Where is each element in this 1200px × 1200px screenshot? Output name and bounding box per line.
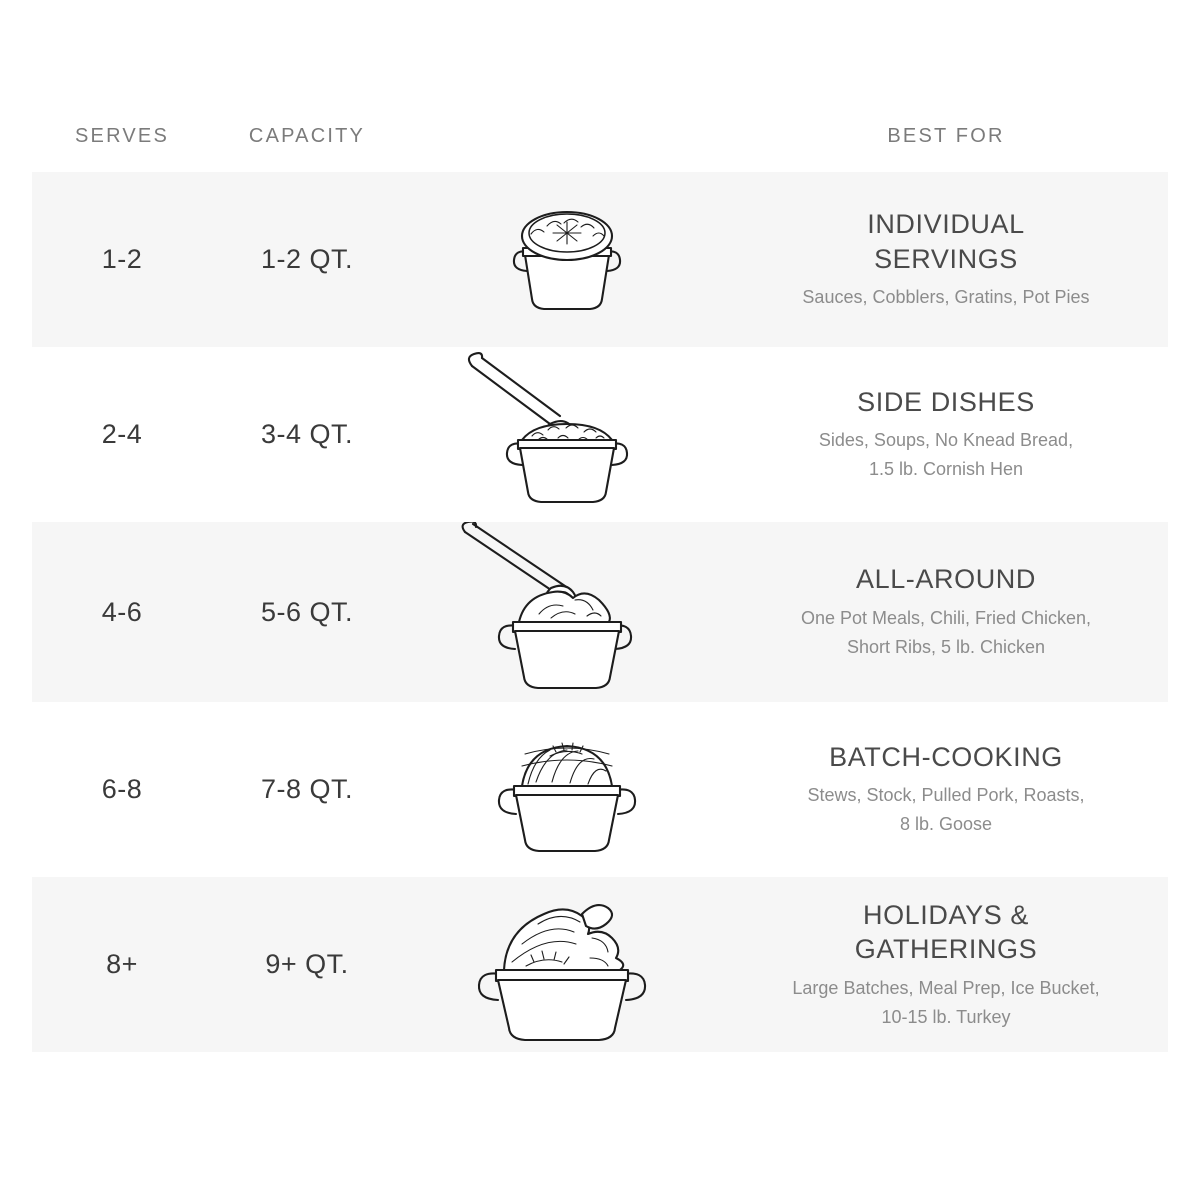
best-for-subtitle (732, 426, 1160, 484)
cell-capacity (212, 774, 402, 805)
best-for-title-line1: INDIVIDUAL (867, 209, 1025, 240)
small-pot-with-pot-pie-icon (467, 192, 667, 327)
capacity-value: 5-6 QT. (260, 596, 354, 627)
pot-with-roast-icon (452, 712, 682, 867)
capacity-value: 1-2 QT. (260, 244, 354, 274)
cell-illustration (402, 522, 732, 702)
cell-best-for (732, 562, 1168, 661)
cell-capacity (212, 419, 402, 450)
header-label-serves: SERVES (75, 124, 169, 147)
best-for-title-line1: ALL-AROUND (855, 564, 1037, 595)
cell-best-for (732, 898, 1168, 1032)
cell-capacity (212, 949, 402, 980)
capacity-value: 7-8 QT. (260, 774, 354, 804)
best-for-title (732, 898, 1160, 967)
cell-serves (32, 774, 212, 805)
serves-value: 2-4 (101, 419, 143, 449)
size-guide-table (32, 100, 1168, 1052)
best-for-sub-line2: 8 lb. Goose (899, 814, 993, 835)
cell-illustration (402, 192, 732, 327)
table-row (32, 877, 1168, 1052)
capacity-value: 9+ QT. (265, 949, 349, 979)
cell-illustration (402, 352, 732, 517)
best-for-sub-line2: 10-15 lb. Turkey (881, 1006, 1011, 1027)
best-for-sub-line1: One Pot Meals, Chili, Fried Chicken, (800, 607, 1092, 628)
best-for-title-line2: SERVINGS (874, 243, 1018, 274)
serves-value: 1-2 (101, 244, 143, 274)
cell-illustration (402, 880, 732, 1050)
best-for-title-line1: HOLIDAYS & (862, 899, 1030, 930)
serves-value: 4-6 (101, 596, 143, 627)
best-for-subtitle (732, 283, 1160, 312)
best-for-title-line2: GATHERINGS (854, 934, 1038, 965)
best-for-subtitle (732, 974, 1160, 1032)
best-for-sub-line2: 1.5 lb. Cornish Hen (868, 459, 1024, 480)
best-for-subtitle (732, 781, 1160, 839)
cell-illustration (402, 712, 732, 867)
table-row (32, 172, 1168, 347)
table-row (32, 347, 1168, 522)
header-label-best-for: BEST FOR (887, 124, 1005, 147)
cell-capacity (212, 597, 402, 628)
header-cell-serves (32, 125, 212, 148)
best-for-title (732, 385, 1160, 420)
best-for-sub-line1: Stews, Stock, Pulled Pork, Roasts, (807, 785, 1085, 806)
best-for-title (732, 207, 1160, 276)
table-row (32, 522, 1168, 702)
best-for-sub-line1: Large Batches, Meal Prep, Ice Bucket, (792, 977, 1100, 998)
header-label-capacity: CAPACITY (248, 124, 366, 147)
pot-with-spoon-and-stew-icon (452, 352, 682, 517)
best-for-title-line1: SIDE DISHES (857, 386, 1035, 417)
serves-value: 8+ (106, 949, 138, 979)
serves-value: 6-8 (101, 774, 143, 804)
best-for-title-line1: BATCH-COOKING (829, 741, 1063, 772)
cell-serves (32, 597, 212, 628)
cell-serves (32, 419, 212, 450)
capacity-value: 3-4 QT. (260, 419, 354, 449)
best-for-title (732, 562, 1160, 597)
pot-with-tongs-and-chicken-icon (447, 522, 687, 702)
best-for-subtitle (732, 604, 1160, 662)
cell-serves (32, 949, 212, 980)
cell-best-for (732, 385, 1168, 484)
best-for-sub-line2: Short Ribs, 5 lb. Chicken (846, 636, 1046, 657)
cell-best-for (732, 740, 1168, 839)
table-header-row (32, 100, 1168, 172)
best-for-sub-line1: Sides, Soups, No Knead Bread, (818, 430, 1074, 451)
cell-serves (32, 244, 212, 275)
pot-with-turkey-icon (442, 880, 692, 1050)
header-cell-best-for (732, 125, 1168, 148)
best-for-title (732, 740, 1160, 775)
cell-best-for (732, 207, 1168, 312)
best-for-sub-line1: Sauces, Cobblers, Gratins, Pot Pies (802, 287, 1090, 308)
table-row (32, 702, 1168, 877)
header-cell-capacity (212, 125, 402, 148)
cell-capacity (212, 244, 402, 275)
